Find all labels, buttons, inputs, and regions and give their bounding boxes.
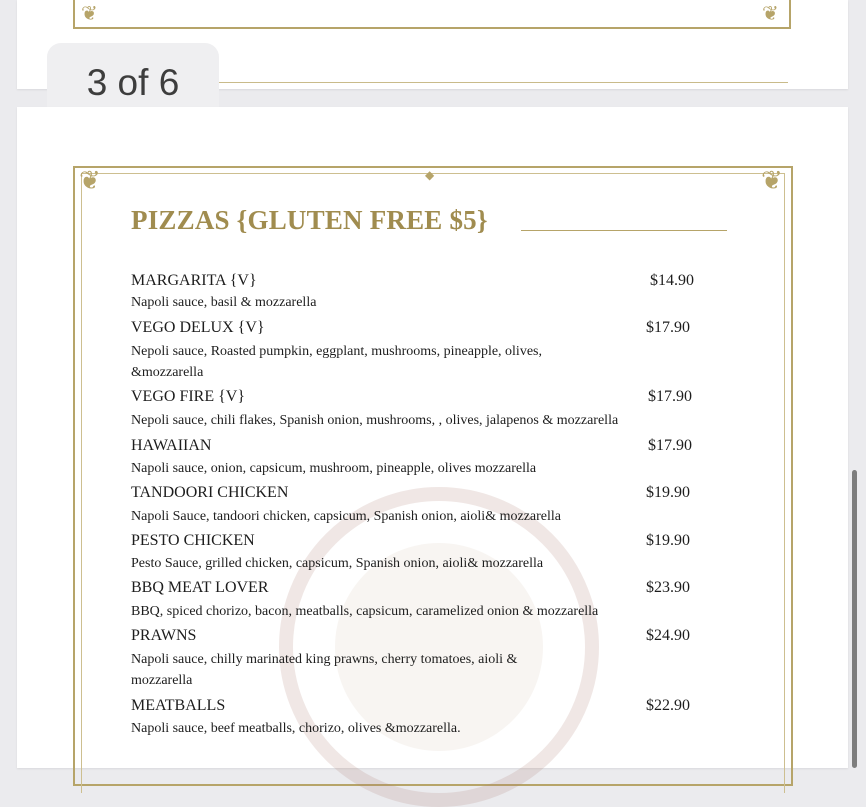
menu-page: [17, 107, 848, 768]
scrollbar[interactable]: [852, 470, 857, 768]
menu-item-name: VEGO FIRE {V}: [131, 388, 246, 405]
heading-rule: [521, 230, 727, 231]
menu-item-desc: Nepoli sauce, chili flakes, Spanish onion, mushrooms, , olives, jalapenos & mozzarella: [131, 413, 619, 428]
menu-item-desc: Napoli Sauce, tandoori chicken, capsicum, Spanish onion, aioli& mozzarella: [131, 509, 561, 524]
menu-item-desc: Napoli sauce, basil & mozzarella: [131, 295, 317, 310]
page-border: [73, 0, 791, 29]
section-heading: PIZZAS {GLUTEN FREE $5}: [131, 205, 488, 235]
menu-item-name: PESTO CHICKEN: [131, 532, 255, 549]
menu-item-desc: Napoli sauce, beef meatballs, chorizo, olives &mozzarella.: [131, 721, 461, 736]
menu-item-price: $14.90: [650, 272, 694, 289]
corner-ornament-icon: ❦: [79, 166, 101, 195]
menu-item-desc: Pesto Sauce, grilled chicken, capsicum, Spanish onion, aioli& mozzarella: [131, 556, 544, 571]
menu-item-name: BBQ MEAT LOVER: [131, 579, 269, 596]
menu-item-price: $24.90: [646, 627, 690, 644]
menu-item-price: $19.90: [646, 484, 690, 501]
menu-item-price: $22.90: [646, 697, 690, 714]
top-ornament-icon: ◆: [425, 168, 435, 182]
corner-ornament-icon: ❦: [762, 3, 779, 25]
menu-item-desc: Nepoli sauce, Roasted pumpkin, eggplant, mushrooms, pineapple, olives, &mozzarella: [131, 344, 542, 380]
menu-item-name: VEGO DELUX {V}: [131, 319, 265, 336]
menu-item-desc: Napoli sauce, onion, capsicum, mushroom, pineapple, olives mozzarella: [131, 461, 537, 476]
corner-ornament-icon: ❦: [761, 166, 783, 195]
corner-ornament-icon: ❦: [81, 3, 98, 25]
page-indicator: 3 of 6: [47, 43, 219, 123]
menu-item-price: $19.90: [646, 532, 690, 549]
watermark-seal: [279, 487, 599, 807]
menu-item-name: MEATBALLS: [131, 697, 226, 714]
menu-item-name: TANDOORI CHICKEN: [131, 484, 289, 501]
menu-item-desc: Napoli sauce, chilly marinated king prawns, cherry tomatoes, aioli & mozzarella: [131, 652, 518, 688]
menu-item-desc: BBQ, spiced chorizo, bacon, meatballs, capsicum, caramelized onion & mozzarella: [131, 604, 599, 619]
menu-item-name: PRAWNS: [131, 627, 197, 644]
menu-item-price: $17.90: [648, 437, 692, 454]
menu-item-price: $17.90: [646, 319, 690, 336]
menu-item-name: HAWAIIAN: [131, 437, 212, 454]
menu-item-name: MARGARITA {V}: [131, 272, 257, 289]
menu-item-price: $17.90: [648, 388, 692, 405]
menu-item-price: $23.90: [646, 579, 690, 596]
